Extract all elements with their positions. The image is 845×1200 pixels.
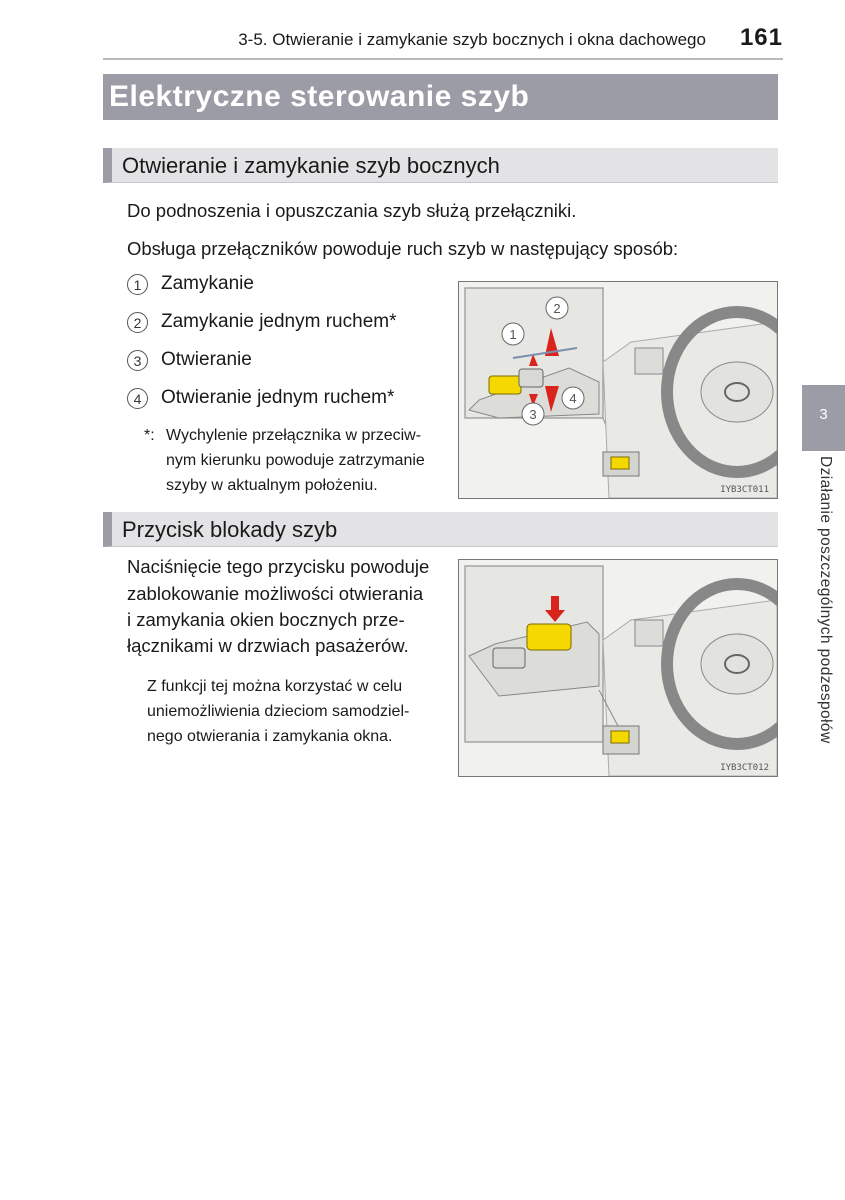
callout-3-icon [522,403,544,425]
callout-1-icon [502,323,524,345]
page-title: Elektryczne sterowanie szyb [103,74,778,120]
svg-text:4: 4 [569,391,577,406]
body-line: zablokowanie możliwości otwierania [127,583,424,604]
figure-code: IYB3CT012 [720,763,769,773]
list-item [127,349,252,371]
footnote-line: Wychylenie przełącznika w przeciw- [166,427,422,444]
list-item-label: Zamykanie jednym ruchem* [161,311,397,332]
footnote-line: szyby w aktualnym położeniu. [166,477,378,494]
svg-text:1: 1 [509,327,517,342]
svg-text:2: 2 [553,301,561,316]
section-title: 3-5. Otwieranie i zamykanie szyb bocznych i okna dachowego [238,30,706,49]
intro-paragraph-2: Obsługa przełączników powoduje ruch szyb w następujący sposób: [127,238,679,259]
number-badge: 1 [127,274,148,295]
footnote-line: nym kierunku powoduje zatrzymanie [166,452,425,469]
callout-4-icon [562,387,584,409]
note-line: Z funkcji tej można korzystać w celu [147,678,403,695]
body-line: Naciśnięcie tego przycisku powoduje [127,556,430,577]
lock-switch-highlight [527,624,571,650]
section-heading-window-lock: Przycisk blokady szyb [103,512,778,547]
list-item-label: Otwieranie jednym ruchem* [161,387,395,408]
intro-paragraph-1: Do podnoszenia i opuszczania szyb służą przełączniki. [127,200,577,221]
list-item [127,273,254,295]
chapter-tab: 3 [802,385,845,451]
dashboard-drawing [459,282,777,498]
body-line: i zamykania okien bocznych prze- [127,609,405,630]
note-line: nego otwierania i zamykania okna. [147,728,393,745]
window-lock-illustration [458,559,778,777]
window-switch-highlight [489,376,521,394]
list-item-label: Otwieranie [161,349,252,370]
list-item [127,311,396,333]
dashboard-drawing [459,560,777,776]
page-number: 161 [739,24,783,51]
callout-2-icon [546,297,568,319]
number-badge: 3 [127,350,148,371]
chapter-label: Działanie poszczególnych podzespołów [817,456,834,744]
list-item-label: Zamykanie [161,273,254,294]
footnote-mark: *: [144,427,155,444]
svg-text:3: 3 [529,407,537,422]
window-switch-illustration [458,281,778,499]
body-line: łącznikami w drzwiach pasażerów. [127,635,409,656]
section-heading-side-windows: Otwieranie i zamykanie szyb bocznych [103,148,778,183]
running-head [103,24,783,60]
note-line: uniemożliwienia dzieciom samodziel- [147,703,410,720]
number-badge: 2 [127,312,148,333]
list-item [127,387,394,409]
figure-code: IYB3CT011 [720,485,769,495]
number-badge: 4 [127,388,148,409]
